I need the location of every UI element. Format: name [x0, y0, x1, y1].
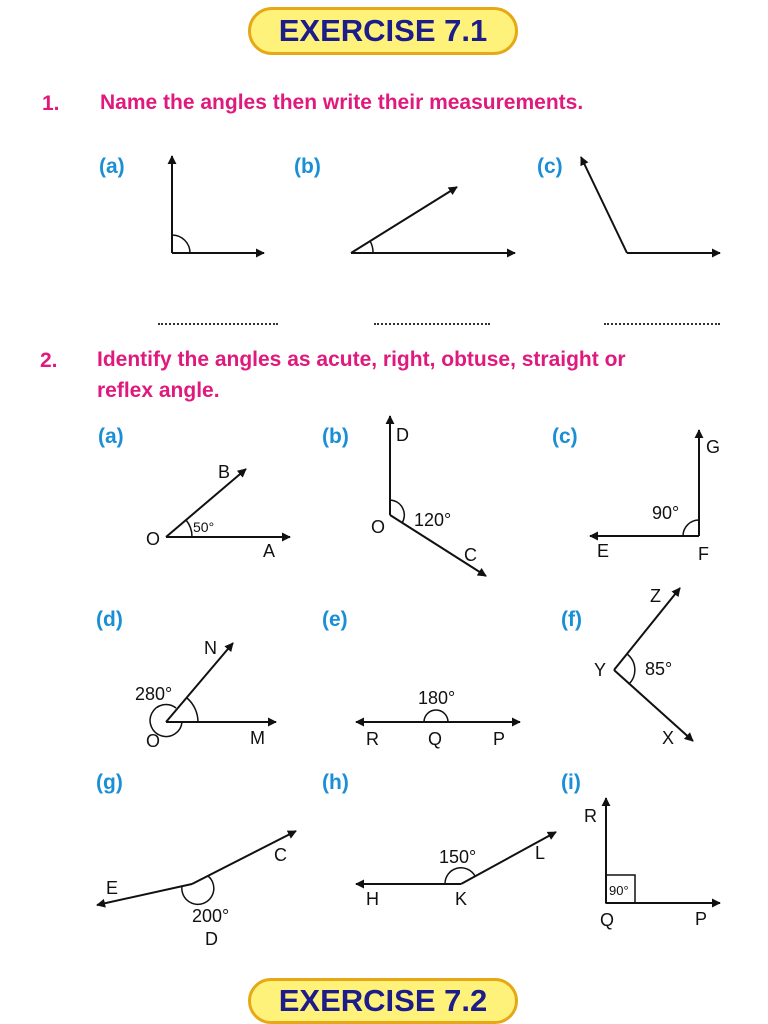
question-2-text-line2: reflex angle.: [97, 379, 220, 402]
q2a-ray2-label: A: [263, 541, 276, 561]
q2f-ray2-label: X: [662, 728, 675, 748]
q2i-vertex-label: Q: [600, 910, 615, 930]
q2e-measure: 180°: [418, 688, 456, 708]
q2g-vertex-label: D: [205, 929, 218, 949]
q2i-ray1-label: R: [584, 806, 597, 826]
q2-label-c: (c): [552, 425, 578, 448]
q1-label-a: (a): [99, 155, 125, 178]
q2f-vertex-label: Y: [594, 660, 607, 680]
q2-figure-c: [590, 430, 699, 536]
q2e-ray1-label: R: [366, 729, 379, 749]
question-1-number: 1.: [42, 92, 60, 115]
question-2-text-line1: Identify the angles as acute, right, obtuse, straight or: [97, 348, 626, 371]
q2-label-e: (e): [322, 608, 348, 631]
exercise-title-text: EXERCISE 7.1: [278, 13, 488, 48]
q2-label-f: (f): [561, 608, 582, 631]
q2g-measure: 200°: [192, 906, 230, 926]
q2h-measure: 150°: [439, 847, 477, 867]
q2i-measure: 90°: [609, 883, 629, 898]
q2f-measure: 85°: [645, 659, 673, 679]
q2b-vertex-label: O: [371, 517, 386, 537]
q2g-ray2-label: C: [274, 845, 287, 865]
q2g-ray1-label: E: [106, 878, 119, 898]
q2c-measure: 90°: [652, 503, 680, 523]
q2h-ray2-label: L: [535, 843, 546, 863]
q2d-ray2-label: M: [250, 728, 265, 748]
q2-label-d: (d): [96, 608, 123, 631]
q2h-ray1-label: H: [366, 889, 379, 909]
q2e-vertex-label: Q: [428, 729, 443, 749]
q2-label-b: (b): [322, 425, 349, 448]
question-2-number: 2.: [40, 349, 58, 372]
q2c-vertex-label: F: [698, 544, 709, 564]
q1-figure-b: [351, 187, 515, 253]
q2-label-a: (a): [98, 425, 124, 448]
q2-label-g: (g): [96, 771, 123, 794]
q2a-vertex-label: O: [146, 529, 161, 549]
q2-figure-e: [356, 710, 520, 722]
question-1-text: Name the angles then write their measurements.: [100, 91, 584, 114]
q2e-ray2-label: P: [493, 729, 506, 749]
q2f-ray1-label: Z: [650, 586, 661, 606]
q2b-ray2-label: C: [464, 545, 477, 565]
q2d-vertex-label: O: [146, 731, 161, 751]
q2i-ray2-label: P: [695, 909, 708, 929]
q2d-ray1-label: N: [204, 638, 217, 658]
q2a-measure: 50°: [193, 519, 215, 535]
next-exercise-title: [248, 978, 518, 1024]
q2-label-i: (i): [561, 771, 581, 794]
next-exercise-title-text: EXERCISE 7.2: [278, 983, 488, 1018]
q2-label-h: (h): [322, 771, 349, 794]
q2b-ray1-label: D: [396, 425, 409, 445]
q2c-ray2-label: E: [597, 541, 610, 561]
q2a-ray1-label: B: [218, 462, 231, 482]
q1-label-c: (c): [537, 155, 563, 178]
q1-figure-c: [581, 157, 720, 253]
q2d-measure: 280°: [135, 684, 173, 704]
q2c-ray1-label: G: [706, 437, 721, 457]
q2h-vertex-label: K: [455, 889, 468, 909]
q1-figure-a: [172, 156, 264, 253]
q2-figure-g: [97, 831, 296, 905]
q1-label-b: (b): [294, 155, 321, 178]
q2b-measure: 120°: [414, 510, 452, 530]
